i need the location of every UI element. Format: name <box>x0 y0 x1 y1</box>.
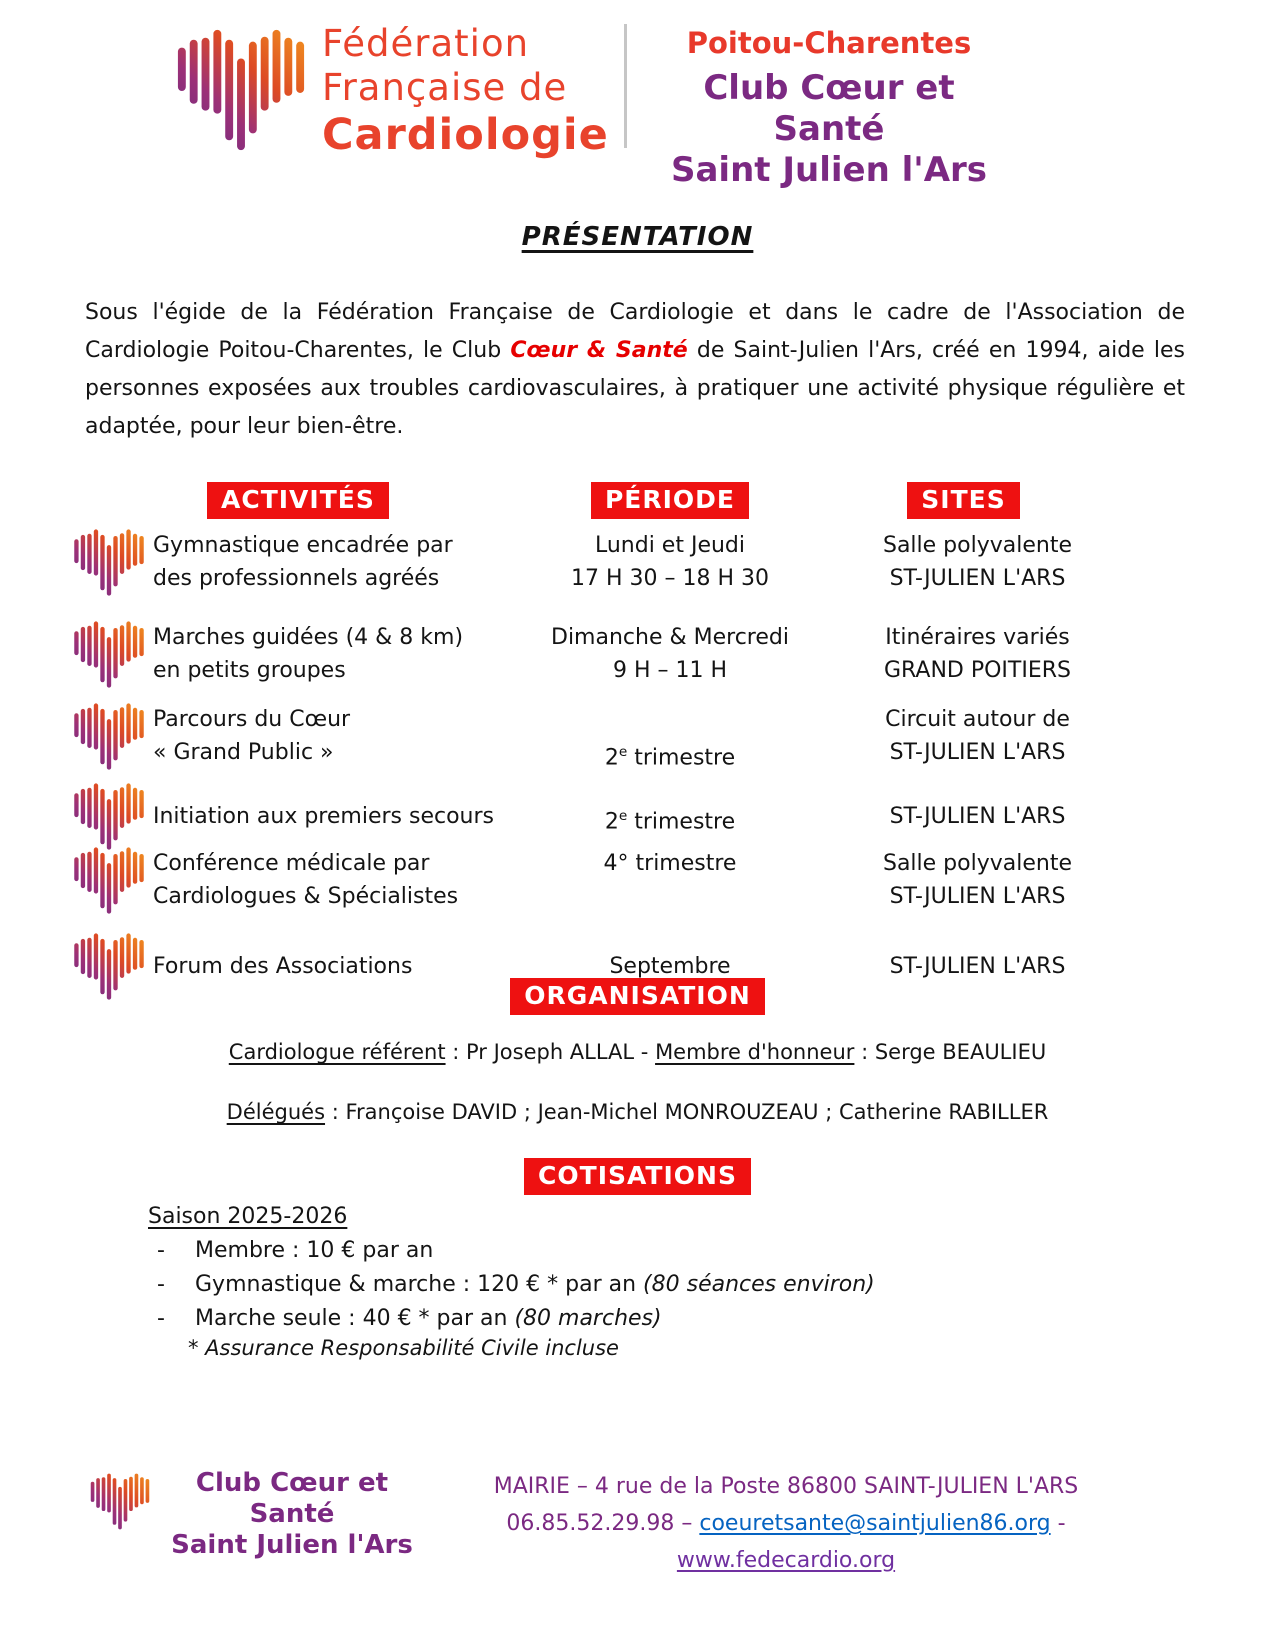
intro-highlight: Cœur & Santé <box>510 338 688 363</box>
cotisations-badge: COTISATIONS <box>524 1158 751 1195</box>
club-region: Poitou-Charentes <box>686 26 972 60</box>
table-row <box>65 518 1190 606</box>
season-heading: Saison 2025-2026 <box>148 1204 348 1229</box>
site-cell: ST-JULIEN L'ARS <box>889 803 1066 829</box>
club-wordmark <box>648 26 1010 191</box>
fee-item-gym-marche: - Gymnastique & marche : 120 € * par an (80 séances environ) <box>157 1272 875 1297</box>
ffc-wordmark-line3: Cardiologie <box>322 110 609 160</box>
activity-cell: Forum des Associations <box>153 953 413 979</box>
heart-row-icon <box>71 518 147 606</box>
intro-part1: Sous l'égide de la Fédération Française de Cardiologie et dans le cadre de l'Association de Cardiologie Poitou-Charentes, le Club <box>85 300 1185 363</box>
activities-table-header <box>65 482 1190 519</box>
page-title: PRÉSENTATION <box>521 222 754 252</box>
club-name-line2: Saint Julien l'Ars <box>670 150 988 190</box>
activity-cell: Marches guidées (4 & 8 km) en petits groupes <box>153 625 464 683</box>
table-row <box>65 610 1190 698</box>
ffc-wordmark-line1: Fédération <box>322 22 530 65</box>
fee-item-membre: - Membre : 10 € par an <box>157 1238 434 1263</box>
heart-row-icon <box>71 692 147 780</box>
sites-header-badge: SITES <box>907 482 1019 519</box>
site-cell: Itinéraires variés GRAND POITIERS <box>883 625 1072 683</box>
activity-cell: Conférence médicale par Cardiologues & Spécialistes <box>153 851 459 909</box>
intro-part2: de Saint-Julien l'Ars, créé en 1994, aide les personnes exposées aux troubles cardiovasculaires, à pratiquer une activité physique régulière et adaptée, pour leur bien-être. <box>85 338 1185 439</box>
fee-item-marche-seule: - Marche seule : 40 € * par an (80 marches) <box>157 1306 662 1331</box>
footer-address: MAIRIE – 4 rue de la Poste 86800 SAINT-JULIEN L'ARS <box>493 1474 1079 1499</box>
insurance-note: * Assurance Responsabilité Civile incluse <box>188 1336 619 1360</box>
table-row <box>65 836 1190 924</box>
referent-line: Cardiologue référent : Pr Joseph ALLAL - Membre d'honneur : Serge BEAULIEU <box>228 1040 1047 1064</box>
period-cell: 2e trimestre <box>604 744 736 771</box>
footer-contact-line: 06.85.52.29.98 – coeuretsante@saintjulien86.org - www.fedecardio.org <box>506 1511 1066 1573</box>
phone-number: 06.85.52.29.98 – <box>506 1511 700 1536</box>
activities-header-badge: ACTIVITÉS <box>207 482 389 519</box>
footer-contact-block <box>408 1468 1164 1579</box>
website-link[interactable]: www.fedecardio.org <box>676 1548 896 1573</box>
site-cell: Salle polyvalente ST-JULIEN L'ARS <box>882 533 1072 591</box>
email-link[interactable]: coeuretsante@saintjulien86.org <box>699 1511 1051 1536</box>
header-divider <box>624 24 627 148</box>
footer-club-name: Club Cœur et Santé Saint Julien l'Ars <box>171 1468 413 1560</box>
period-cell: Dimanche & Mercredi 9 H – 11 H <box>551 625 789 683</box>
site-cell: Circuit autour de ST-JULIEN L'ARS <box>885 707 1070 765</box>
period-cell: 4° trimestre <box>603 851 737 876</box>
activity-cell: Parcours du Cœur « Grand Public » <box>153 707 351 765</box>
site-cell: Salle polyvalente ST-JULIEN L'ARS <box>882 851 1072 909</box>
heart-row-icon <box>71 836 147 924</box>
delegates-line: Délégués : Françoise DAVID ; Jean-Michel MONROUZEAU ; Catherine RABILLER <box>226 1100 1049 1124</box>
organisation-badge: ORGANISATION <box>510 978 765 1015</box>
ffc-wordmark <box>322 22 609 160</box>
table-row <box>65 692 1190 780</box>
period-cell: 2e trimestre <box>604 807 736 834</box>
period-cell: Lundi et Jeudi 17 H 30 – 18 H 30 <box>570 533 770 591</box>
heart-row-icon <box>71 610 147 698</box>
ffc-wordmark-line2: Française de <box>322 66 568 109</box>
period-cell: Septembre <box>609 953 731 979</box>
club-name-line1: Club Cœur et Santé <box>703 68 955 149</box>
site-cell: ST-JULIEN L'ARS <box>889 953 1066 979</box>
activity-cell: Initiation aux premiers secours <box>153 803 494 829</box>
heart-footer-icon <box>88 1458 152 1544</box>
period-header-badge: PÉRIODE <box>591 482 749 519</box>
intro-paragraph <box>85 294 1185 446</box>
activity-cell: Gymnastique encadrée par des professionnels agréés <box>153 533 453 591</box>
heart-logo-icon <box>172 14 310 164</box>
